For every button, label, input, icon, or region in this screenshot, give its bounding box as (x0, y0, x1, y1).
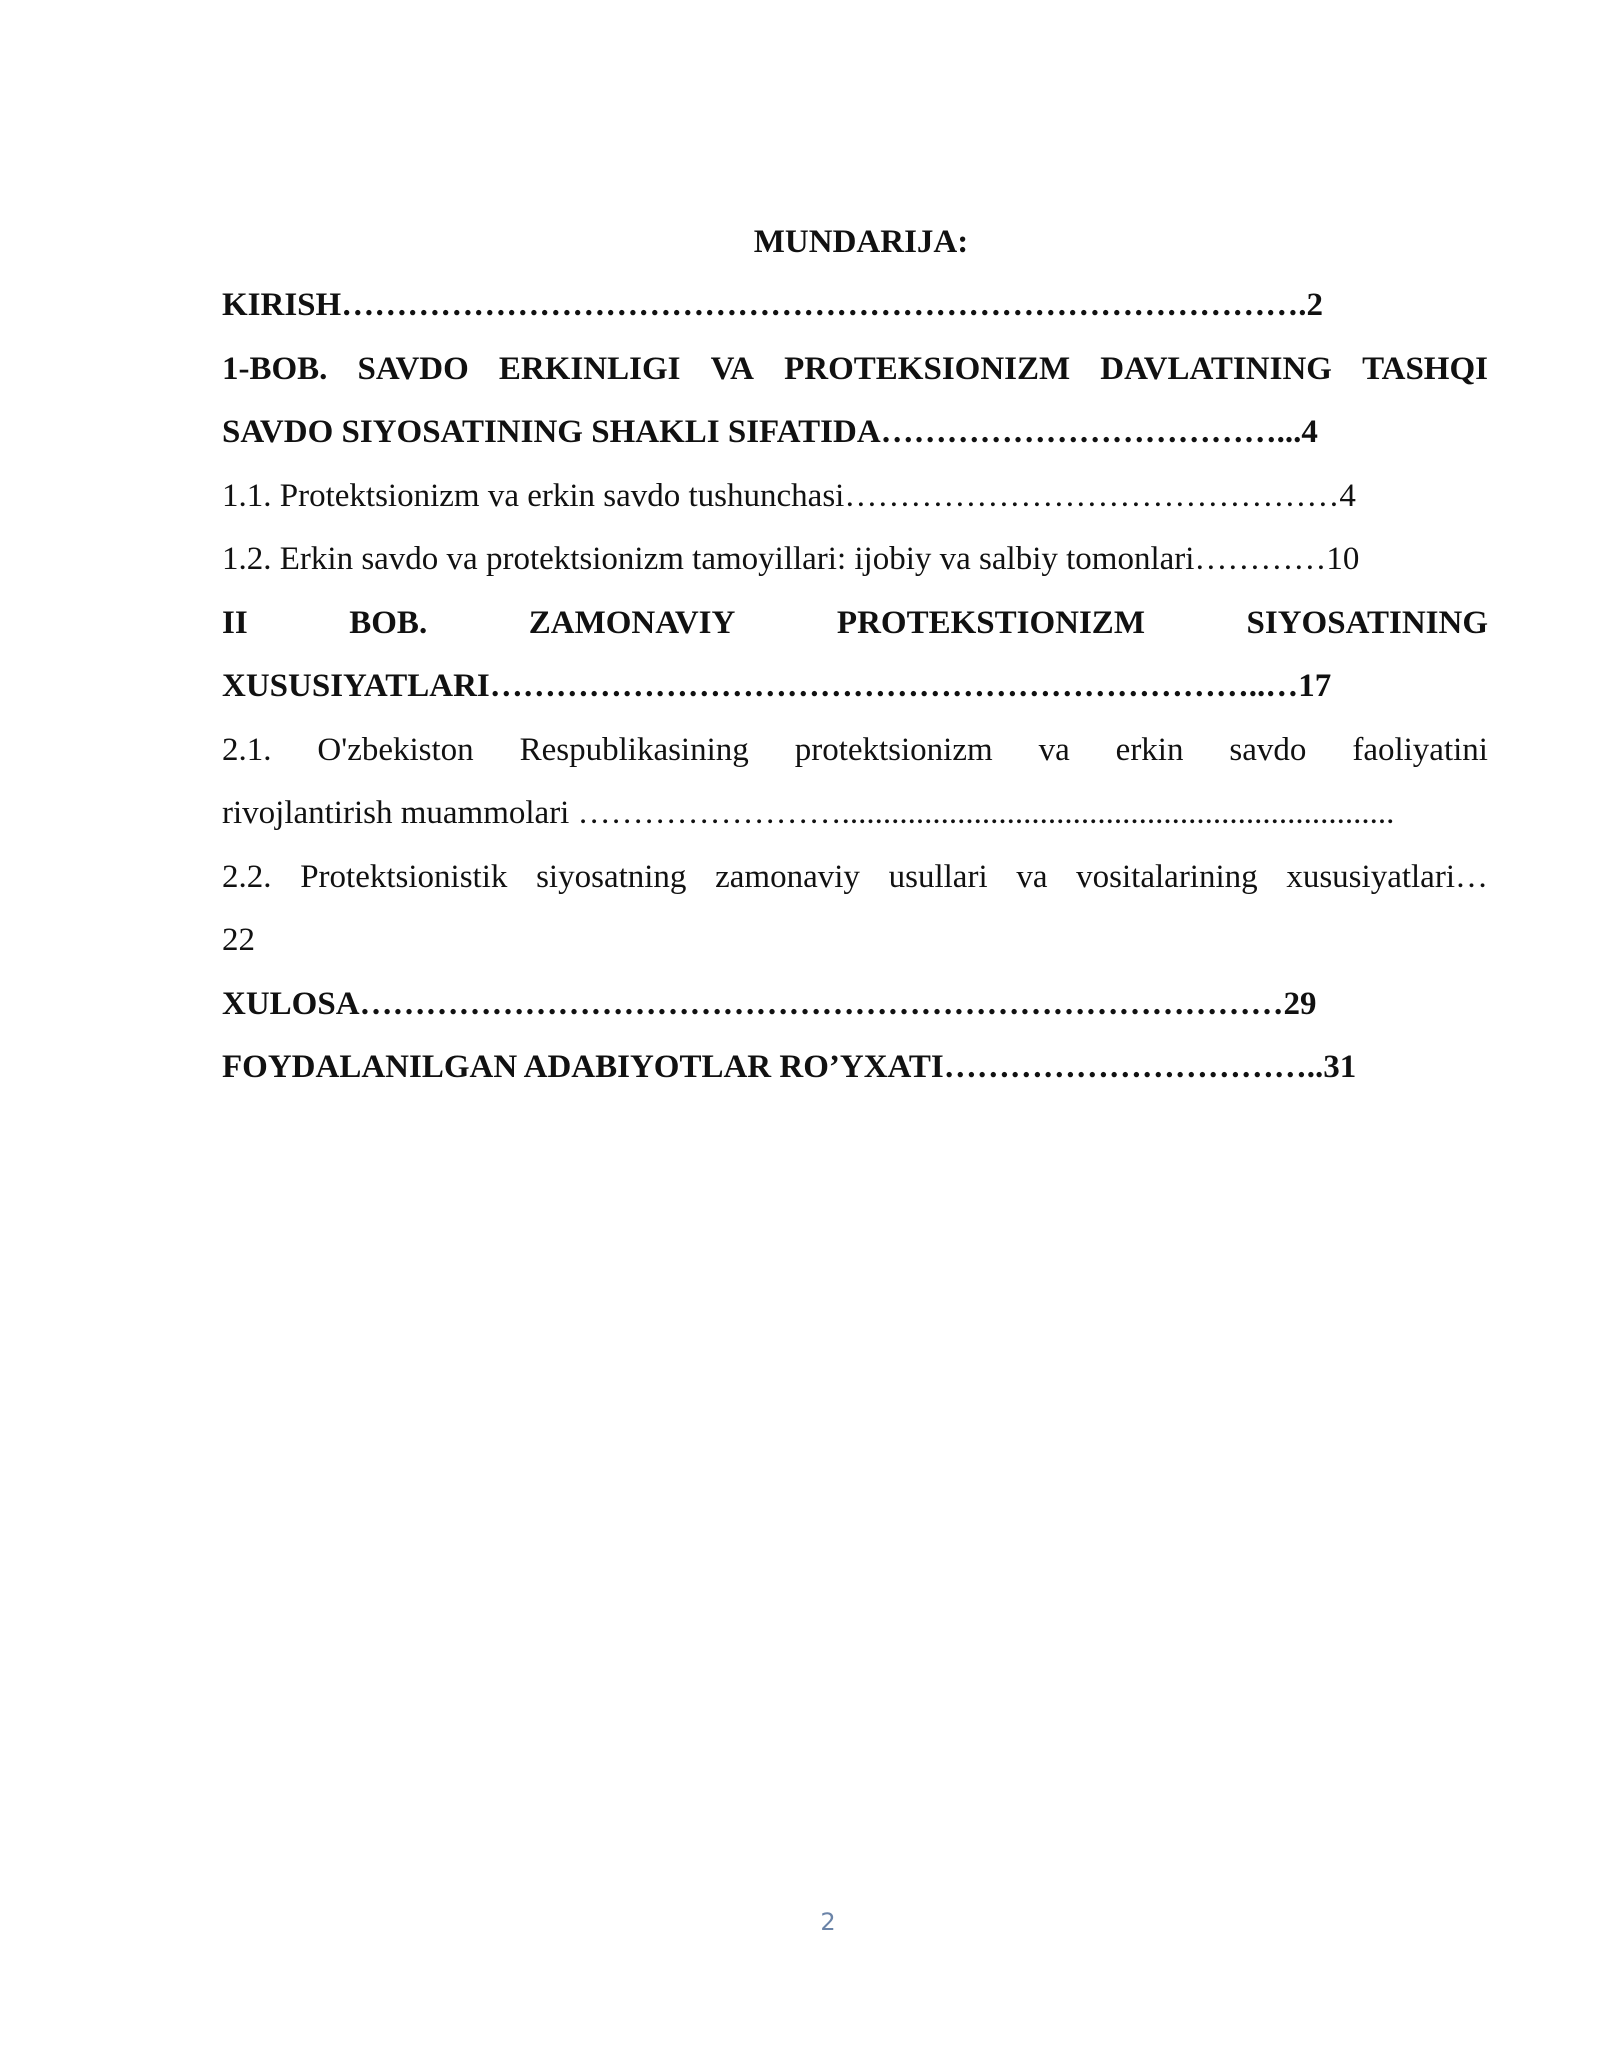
toc-entry-chapter-2-line-1 (222, 592, 1488, 656)
toc-word: TASHQI (1362, 350, 1488, 387)
toc-entry-xulosa: XULOSA…………………………………………………………………………29 (222, 985, 1317, 1022)
toc-word: savdo (1229, 731, 1307, 768)
toc-entry-section-2-2-line-2: 22 (222, 922, 255, 958)
toc-word: usullari (888, 858, 988, 895)
toc-entry-chapter-1-line-2: SAVDO SIYOSATINING SHAKLI SIFATIDA………………………………...4 (222, 414, 1318, 450)
toc-word: zamonaviy (715, 858, 860, 895)
toc-entry-section-2-1-line-2: rivojlantirish muammolari ……………………................................................................... (222, 795, 1395, 831)
toc-entry-kirish: KIRISH…………………………………………………………………………….2 (222, 287, 1323, 323)
toc-entry-chapter-1-line-1 (222, 338, 1488, 402)
toc-word: faoliyatini (1352, 731, 1488, 768)
page-number: 2 (820, 1908, 836, 1936)
toc-word: protektsionizm (794, 731, 993, 768)
toc-word: SAVDO (357, 350, 469, 387)
toc-entry-section-2-1-line-1 (222, 719, 1488, 783)
toc-word: VA (710, 350, 755, 387)
toc-word: Respublikasining (519, 731, 749, 768)
toc-word: 1-BOB. (222, 350, 328, 387)
toc-word: erkin (1115, 731, 1184, 768)
toc-title: MUNDARIJA: (753, 224, 969, 260)
toc-word: PROTEKSTIONIZM (836, 604, 1145, 641)
toc-word: II (222, 604, 248, 641)
toc-entry-section-1-1: 1.1. Protektsionizm va erkin savdo tushunchasi………………………………………4 (222, 477, 1356, 514)
toc-word: va (1016, 858, 1048, 895)
toc-word: siyosatning (536, 858, 687, 895)
toc-entry-adabiyotlar: FOYDALANILGAN ADABIYOTLAR RO’YXATI……………………………..31 (222, 1049, 1357, 1085)
toc-word: SIYOSATINING (1246, 604, 1488, 641)
toc-word: va (1038, 731, 1070, 768)
toc-word: 2.1. (222, 731, 272, 768)
toc-word: xususiyatlari… (1286, 858, 1488, 895)
toc-word: Protektsionistik (300, 858, 508, 895)
toc-word: PROTEKSIONIZM (784, 350, 1071, 387)
table-of-contents (222, 210, 1488, 1100)
toc-word: 2.2. (222, 858, 272, 895)
toc-word: DAVLATINING (1100, 350, 1332, 387)
toc-word: BOB. (349, 604, 428, 641)
toc-word: ERKINLIGI (498, 350, 681, 387)
toc-word: O'zbekiston (317, 731, 474, 768)
toc-entry-section-1-2: 1.2. Erkin savdo va protektsionizm tamoyillari: ijobiy va salbiy tomonlari…………10 (222, 541, 1360, 577)
toc-word: ZAMONAVIY (528, 604, 736, 641)
toc-word: vositalarining (1076, 858, 1258, 895)
toc-entry-section-2-2-line-1 (222, 846, 1488, 910)
toc-entry-chapter-2-line-2: XUSUSIYATLARI……………………………………………………………..…17 (222, 668, 1332, 704)
